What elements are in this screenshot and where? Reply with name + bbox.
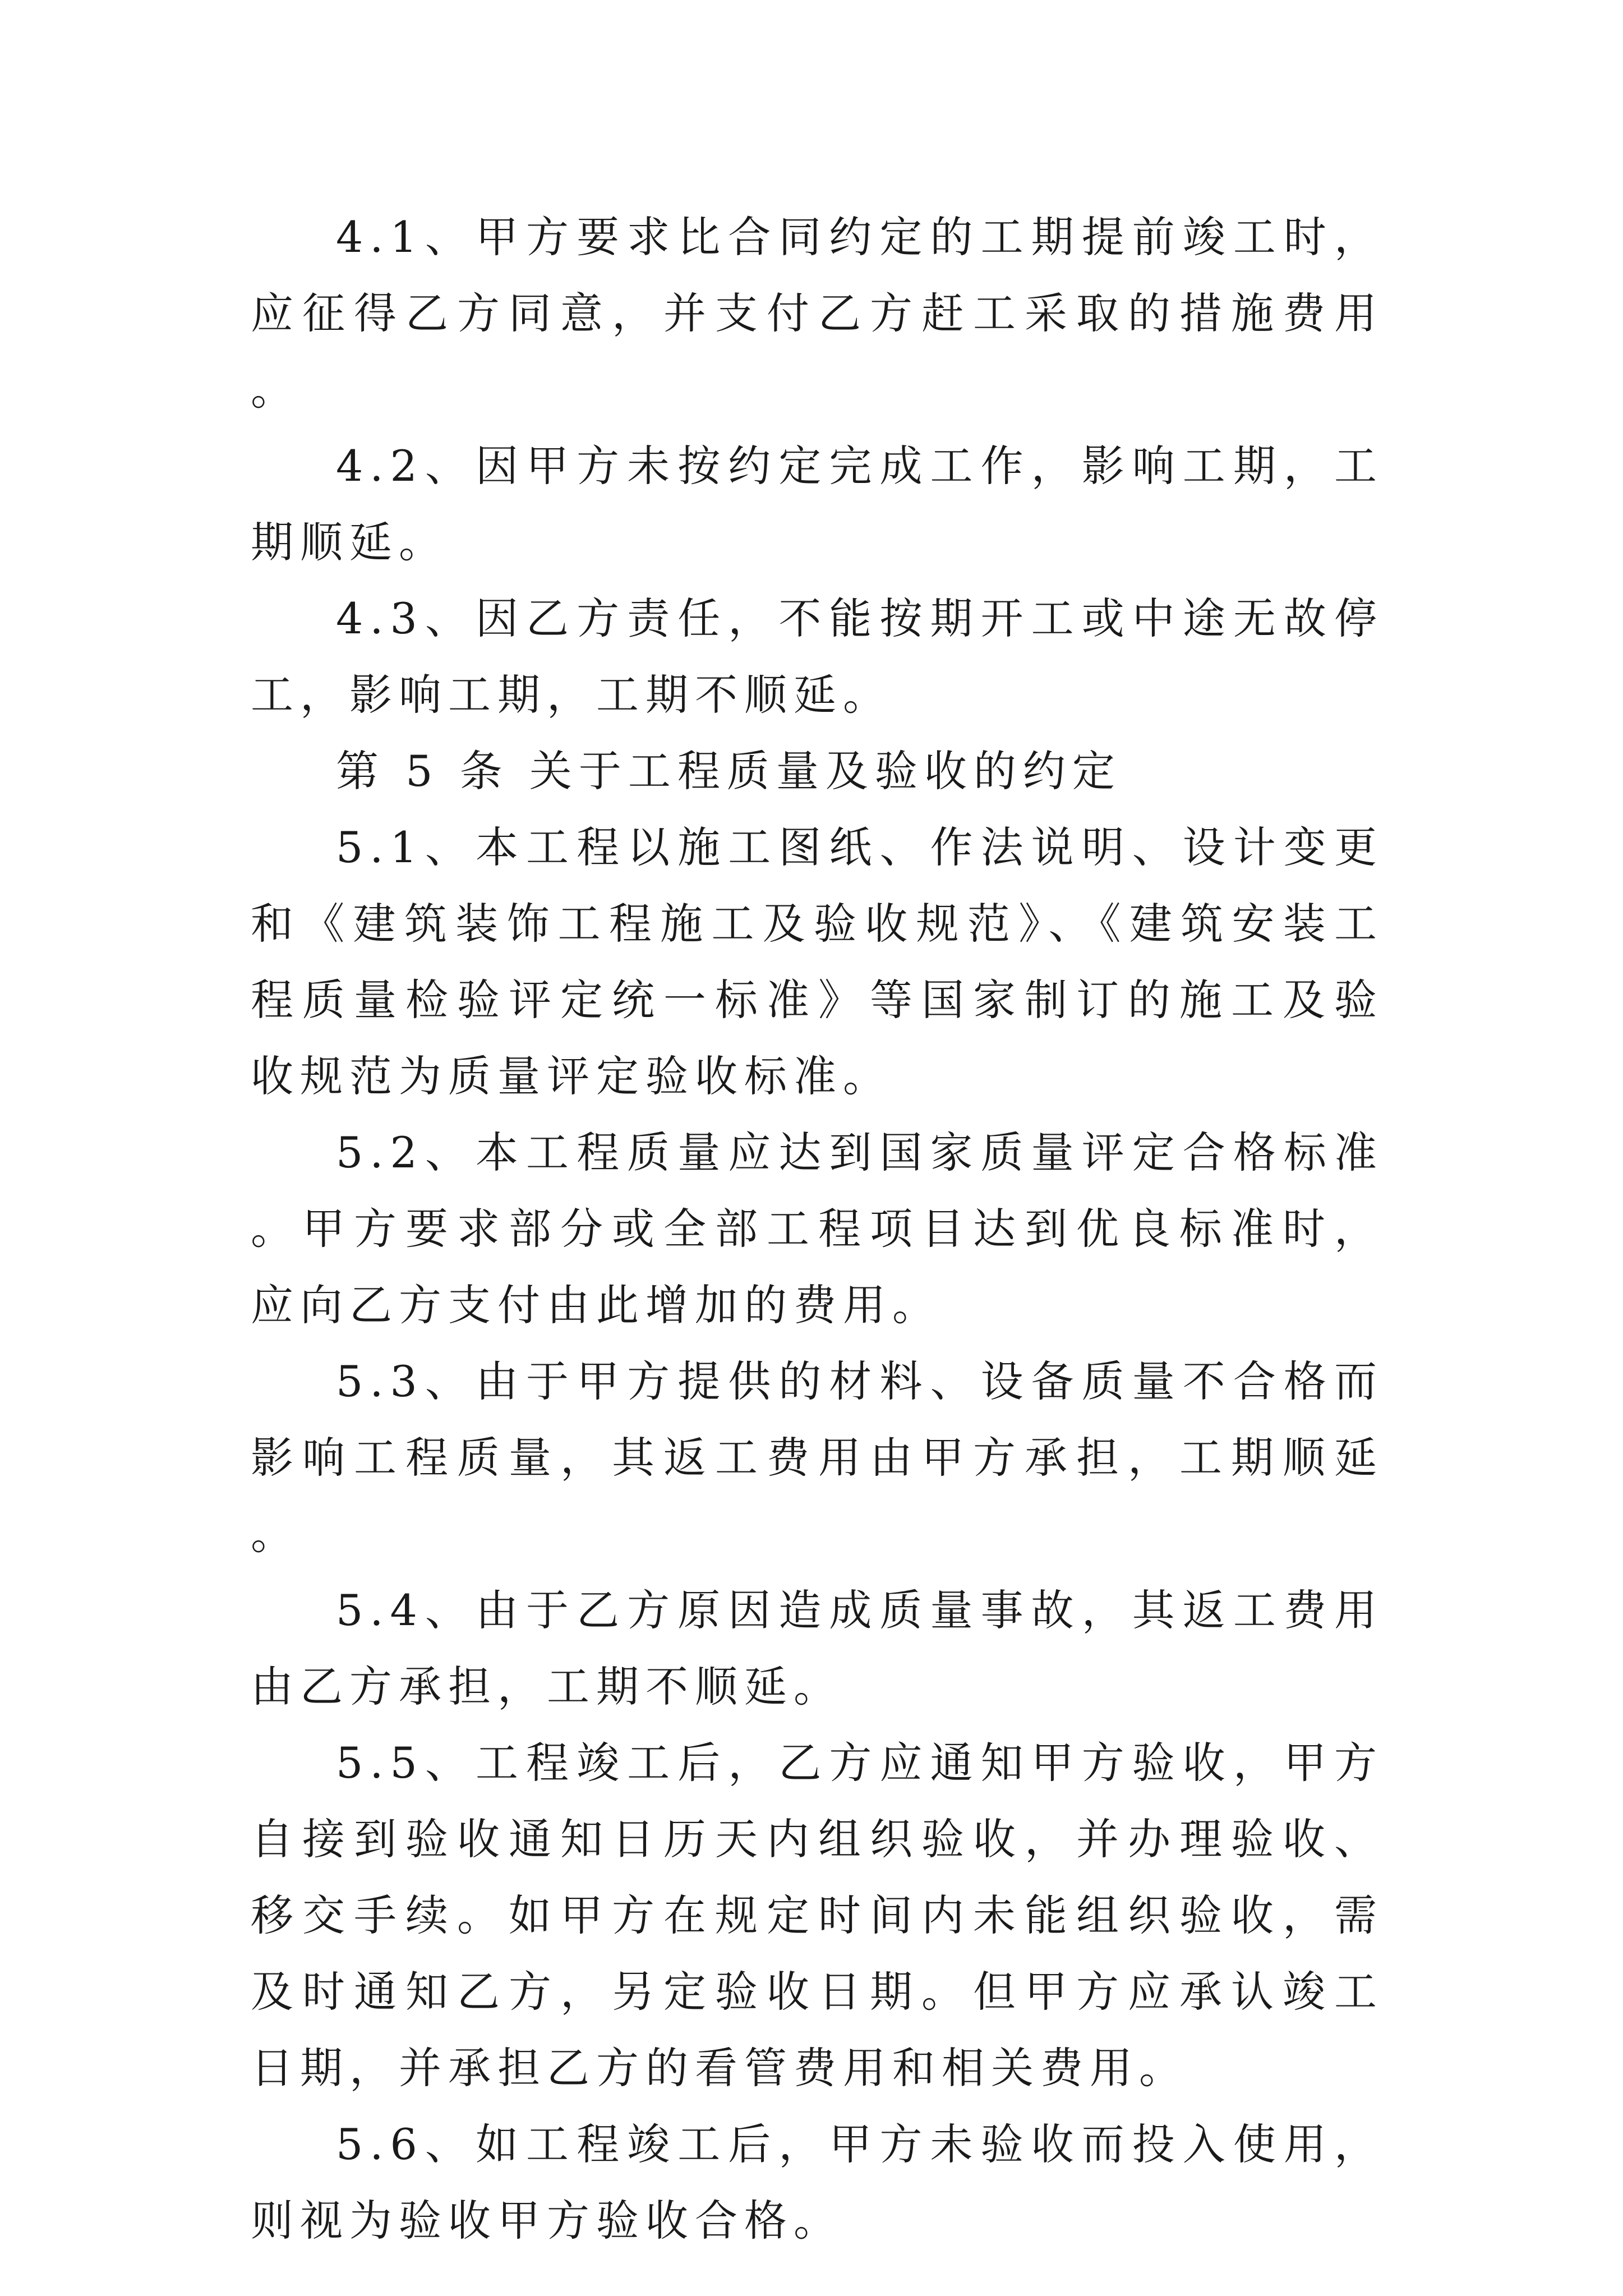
clause-5-3: 5.3、由于甲方提供的材料、设备质量不合格而影响工程质量，其返工费用由甲方承担，工期顺延。 [251, 1356, 1384, 1559]
clause-4-2: 4.2、因甲方未按约定完成工作，影响工期，工期顺延。 [251, 441, 1384, 567]
clause-4-1: 4.1、甲方要求比合同约定的工期提前竣工时，应征得乙方同意，并支付乙方赶工采取的措施费用。 [251, 212, 1384, 415]
clause-4-3: 4.3、因乙方责任，不能按期开工或中途无故停工，影响工期，工期不顺延。 [251, 593, 1384, 720]
clause-5-5: 5.5、工程竣工后，乙方应通知甲方验收，甲方自接到验收通知日历天内组织验收，并办理验收、移交手续。如甲方在规定时间内未能组织验收，需及时通知乙方，另定验收日期。但甲方应承认竣工日期，并承担乙方的看管费用和相关费用。 [251, 1738, 1384, 2093]
clause-5-1: 5.1、本工程以施工图纸、作法说明、设计变更和《建筑装饰工程施工及验收规范》、《建筑安装工程质量检验评定统一标准》等国家制订的施工及验收规范为质量评定验收标准。 [251, 822, 1384, 1101]
document-body [251, 199, 1384, 2259]
clause-5-6: 5.6、如工程竣工后，甲方未验收而投入使用，则视为验收甲方验收合格。 [251, 2119, 1384, 2246]
clause-5-2: 5.2、本工程质量应达到国家质量评定合格标准。甲方要求部分或全部工程项目达到优良标准时，应向乙方支付由此增加的费用。 [251, 1128, 1384, 1330]
clause-5-4: 5.4、由于乙方原因造成质量事故，其返工费用由乙方承担，工期不顺延。 [251, 1585, 1384, 1711]
section-heading-article-5: 第 5 条 关于工程质量及验收的约定 [336, 746, 1122, 796]
